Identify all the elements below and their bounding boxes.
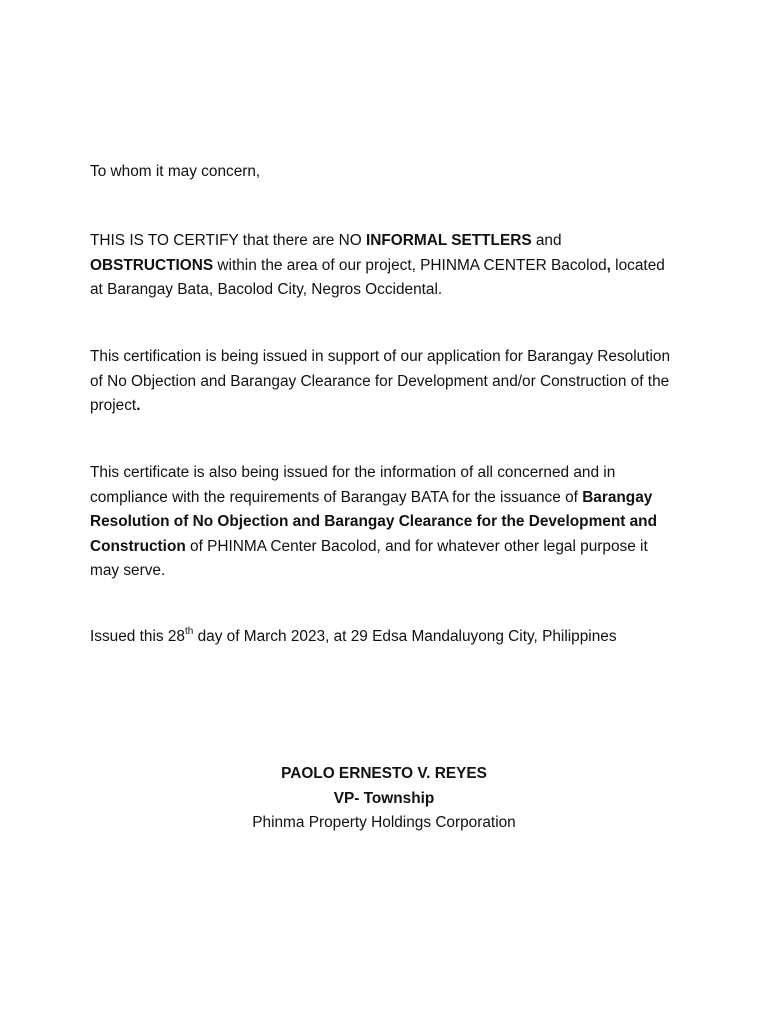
para2-text-1: This certification is being issued in support of our application for Barangay Resolution of No Objection and Barangay Clearance for Development and/or Construction of the project	[90, 348, 671, 414]
para3-text-1: This certificate is also being issued for the information of all concerned and in compliance with the requirements of Barangay BATA for the issuance of	[90, 464, 616, 506]
certification-paragraph	[90, 229, 680, 303]
signatory-company: Phinma Property Holdings Corporation	[252, 814, 516, 831]
para1-comma: ,	[606, 256, 611, 274]
signature-block	[184, 762, 584, 836]
signatory-name-text: PAOLO ERNESTO V. REYES	[281, 765, 487, 782]
para1-text-4: located at Barangay Bata, Bacolod City, Negros Occidental.	[90, 256, 665, 298]
barangay-resolution-emphasis: Barangay Resolution of No Objection and Barangay Clearance for the Development and Construction	[90, 488, 657, 555]
support-paragraph	[90, 345, 680, 419]
informal-settlers-emphasis: INFORMAL SETTLERS	[366, 232, 532, 249]
purpose-paragraph	[90, 461, 680, 584]
para1-text-3: within the area of our project, PHINMA CENTER Bacolod	[213, 256, 607, 274]
para1-text-1: THIS IS TO CERTIFY that there are NO	[90, 232, 366, 249]
salutation: To whom it may concern,	[90, 163, 261, 180]
signatory-title-text: VP- Township	[333, 789, 435, 807]
para2-period: .	[136, 397, 141, 414]
ordinal-suffix: th	[184, 625, 194, 637]
para1-text-2: and	[531, 232, 562, 249]
obstructions-emphasis: OBSTRUCTIONS	[90, 256, 214, 274]
issued-line	[90, 625, 680, 650]
issued-text-2: day of March 2023, at 29 Edsa Mandaluyong City, Philippines	[193, 628, 617, 645]
issued-text-1: Issued this 28	[90, 628, 185, 645]
signatory-title	[184, 787, 584, 812]
para3-text-2: of PHINMA Center Bacolod, and for whatever other legal purpose it may serve.	[90, 537, 648, 579]
signatory-name	[184, 762, 584, 787]
